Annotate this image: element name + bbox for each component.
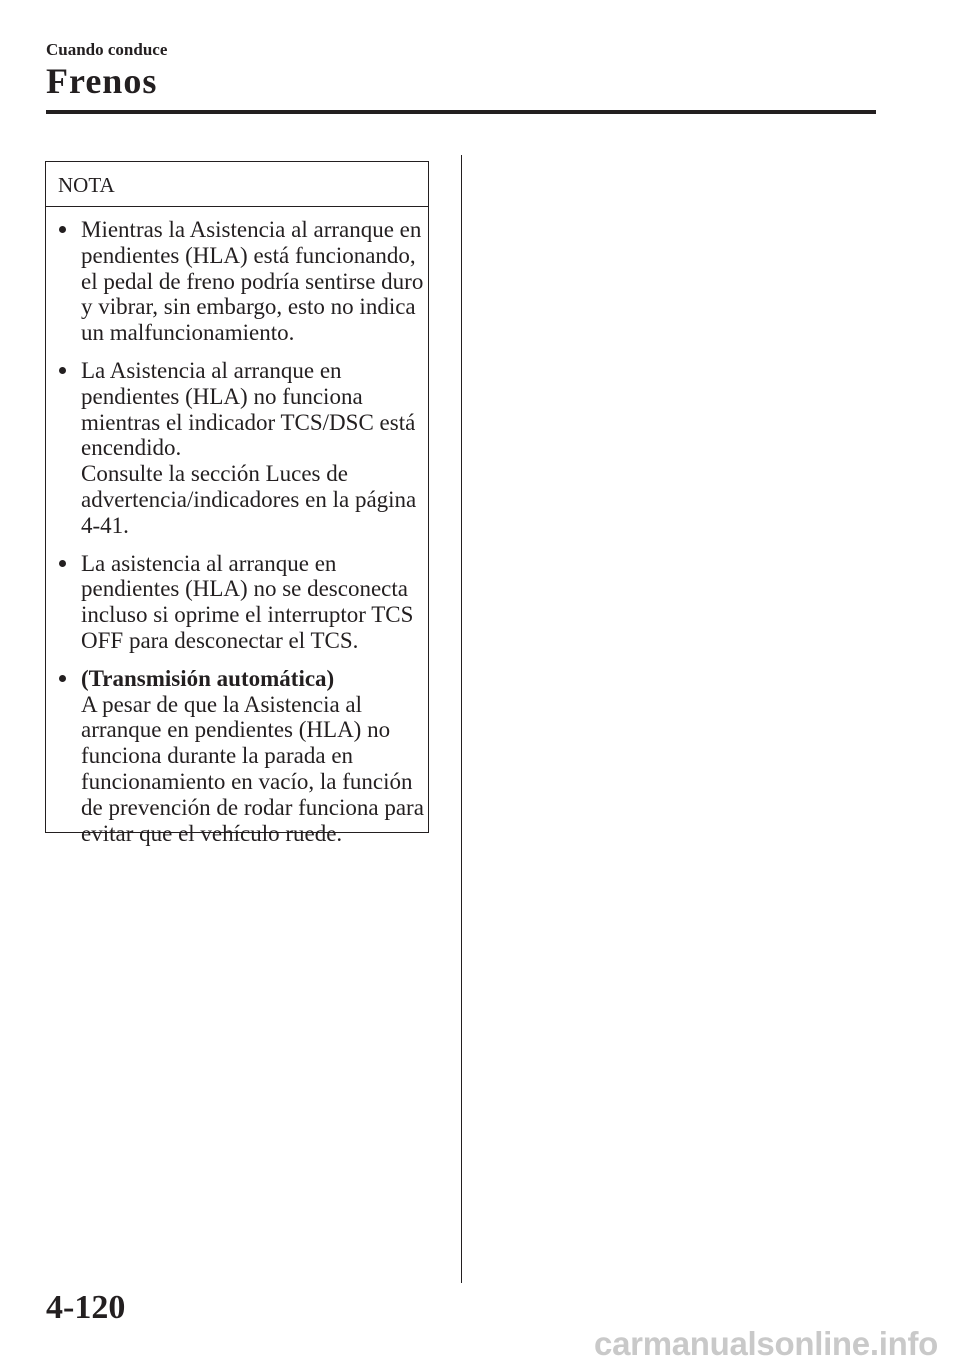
bullet-icon	[59, 226, 66, 233]
note-line: arranque en pendientes (HLA) no	[81, 717, 391, 743]
section-label: Cuando conduce	[46, 40, 168, 59]
note-line: encendido.	[81, 435, 182, 461]
note-item	[56, 551, 420, 654]
note-line: pendientes (HLA) no funciona	[81, 383, 363, 409]
note-list	[46, 207, 428, 846]
note-line: un malfuncionamiento.	[81, 320, 295, 346]
note-item	[56, 665, 424, 847]
note-item-title: (Transmisión automática)	[81, 665, 335, 691]
note-line: OFF para desconectar el TCS.	[81, 627, 359, 653]
note-line: Mientras la Asistencia al arranque en	[81, 217, 422, 242]
note-item	[56, 358, 420, 539]
note-line: A pesar de que la Asistencia al	[81, 691, 363, 717]
note-box	[45, 161, 429, 846]
note-line: funcionamiento en vacío, la función	[81, 768, 413, 794]
note-line: Consulte la sección Luces de	[81, 461, 348, 487]
note-line: advertencia/indicadores en la página	[81, 486, 417, 512]
note-line: de prevención de rodar funciona para	[81, 794, 424, 820]
note-line: pendientes (HLA) no se desconecta	[81, 576, 408, 602]
note-heading: NOTA	[46, 162, 428, 207]
page-number: 4-120	[46, 1289, 126, 1326]
column-divider	[461, 155, 462, 1283]
note-line: el pedal de freno podría sentirse duro	[81, 268, 424, 294]
note-line: evitar que el vehículo ruede.	[81, 820, 343, 846]
note-line: 4-41.	[81, 512, 129, 538]
title-rule	[46, 110, 876, 114]
page-title: Frenos	[46, 61, 158, 101]
bullet-icon	[59, 675, 66, 682]
note-line: y vibrar, sin embargo, esto no indica	[81, 294, 416, 320]
note-item	[56, 217, 424, 346]
note-line: funciona durante la parada en	[81, 743, 354, 769]
note-line: pendientes (HLA) está funcionando,	[81, 242, 416, 268]
note-line: La Asistencia al arranque en	[81, 357, 342, 383]
note-line: incluso si oprime el interruptor TCS	[81, 602, 414, 628]
note-line: La asistencia al arranque en	[81, 550, 337, 576]
bullet-icon	[59, 367, 66, 374]
watermark: carmanualsonline.info	[594, 1325, 938, 1362]
note-line: mientras el indicador TCS/DSC está	[81, 409, 416, 435]
bullet-icon	[59, 560, 66, 567]
